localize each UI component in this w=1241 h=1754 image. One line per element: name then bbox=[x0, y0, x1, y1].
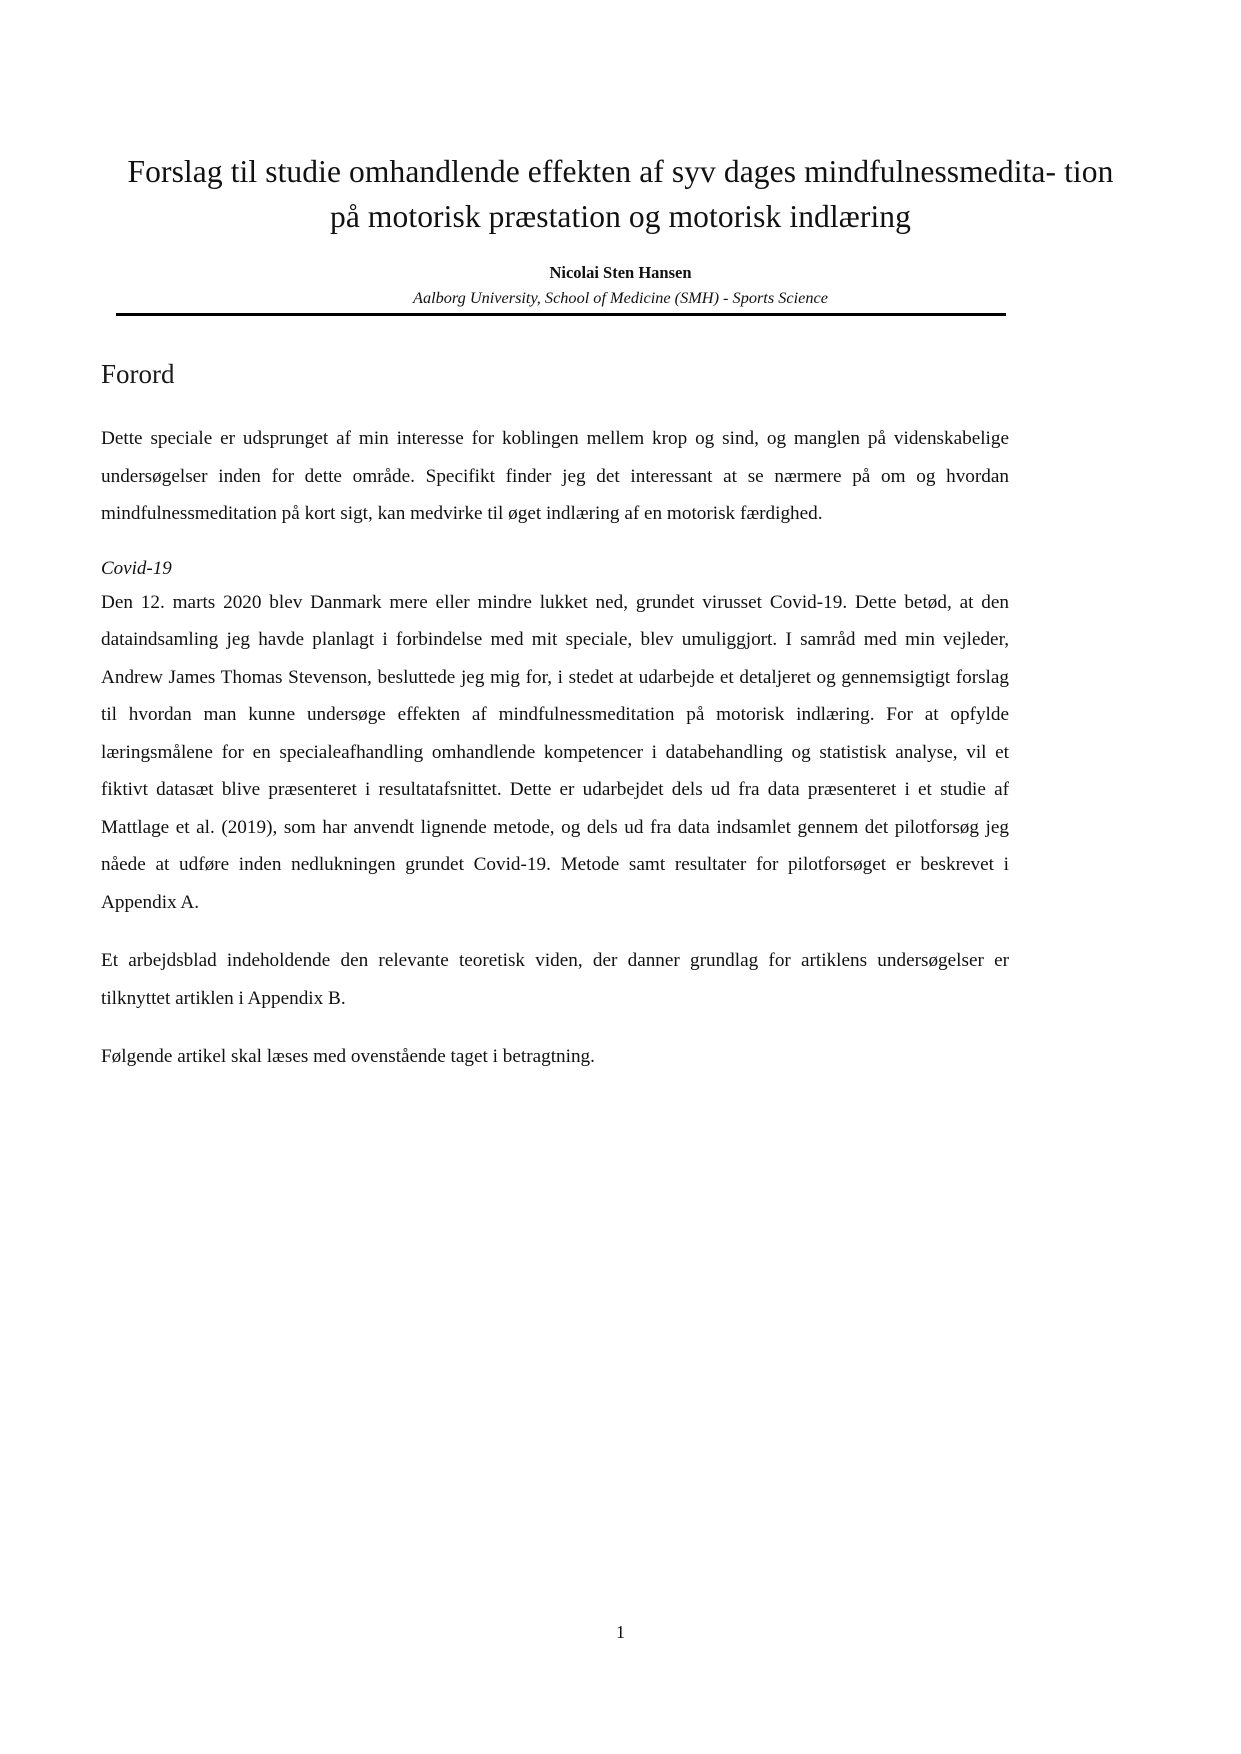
page-number: 1 bbox=[616, 1622, 625, 1642]
title-block bbox=[118, 150, 1123, 308]
author-affiliation: Aalborg University, School of Medicine (SMH) - Sports Science bbox=[413, 287, 828, 307]
paragraph-intro: Dette speciale er udsprunget af min interesse for koblingen mellem krop og sind, og manglen på videnskabelige undersøgelser inden for dette område. Specifikt finder jeg det interessant at se nærmere på om og hvordan mindfulnessmeditation på kort sigt, kan medvirke til øget indlæring af en motorisk færdighed. bbox=[101, 428, 1009, 525]
paragraph-covid19: Den 12. marts 2020 blev Danmark mere eller mindre lukket ned, grundet virusset Covid-19. Dette betød, at den dataindsamling jeg havde planlagt i forbindelse med mit speciale, blev umuliggjort. I samråd med min vejleder, Andrew James Thomas Stevenson, besluttede jeg mig for, i stedet at udarbejde et detaljeret og gennemsigtigt forslag til hvordan man kunne undersøge effekten af mindfulnessmeditation på motorisk indlæring. For at opfylde læringsmålene for en specialeafhandling omhandlende kompetencer i databehandling og statistisk analyse, vil et fiktivt datasæt blive præsenteret i resultatafsnittet. Dette er udarbejdet dels ud fra data præsenteret i et studie af Mattlage et al. (2019), som har anvendt lignende metode, og dels ud fra data indsamlet gennem det pilotforsøg jeg nåede at udføre inden nedlukningen grundet Covid-19. Metode samt resultater for pilotforsøget er beskrevet i Appendix A. bbox=[101, 591, 1009, 913]
page-title bbox=[118, 150, 1123, 239]
document-body bbox=[101, 358, 1009, 1097]
page-title-line-1: Forslag til studie omhandlende effekten af syv dages mindfulnessmedita- bbox=[127, 154, 1057, 189]
paragraph-worksheet: Et arbejdsblad indeholdende den relevante teoretisk viden, der danner grundlag for artiklens undersøgelser er tilknyttet artiklen i Appendix B. bbox=[101, 950, 1009, 1009]
author-name: Nicolai Sten Hansen bbox=[549, 263, 692, 283]
page-title-line-2: tion på motorisk præstation og motorisk indlæring bbox=[329, 154, 1114, 234]
subheading-covid19: Covid-19 bbox=[101, 557, 172, 579]
paragraph-closing: Følgende artikel skal læses med ovenstående taget i betragtning. bbox=[101, 1046, 595, 1068]
section-heading-forord: Forord bbox=[101, 359, 175, 389]
header-divider bbox=[116, 313, 1006, 316]
